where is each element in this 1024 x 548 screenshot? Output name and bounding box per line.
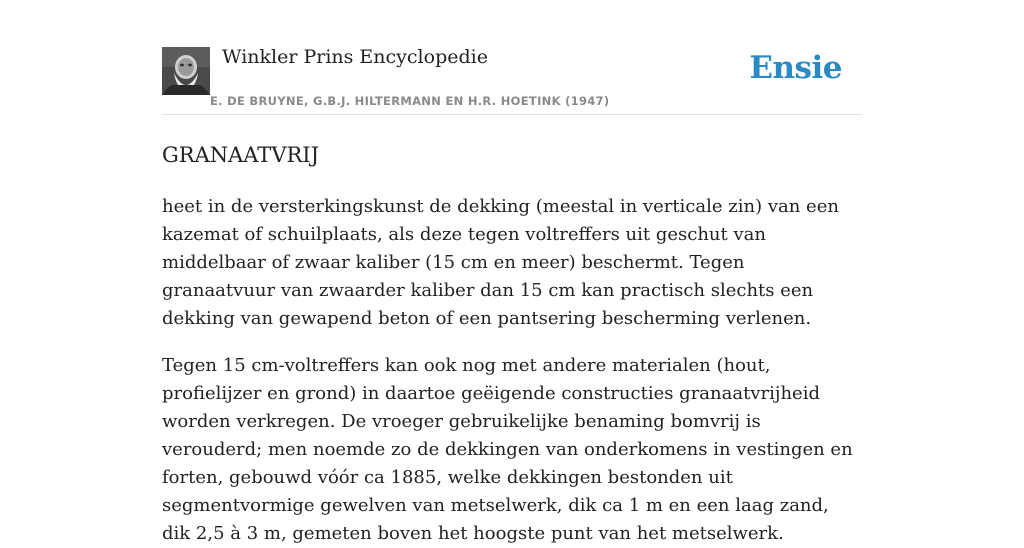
ensie-logo-link[interactable]: Ensie (749, 50, 842, 86)
entry-paragraph: Tegen 15 cm-voltreffers kan ook nog met andere materialen (hout, profielijzer en grond) in daartoe geëigende constructies granaatvrijheid worden verkregen. De vroeger gebruikelijke benaming bomvrij is verouderd; men noemde zo de dekkingen van onderkomens in vestingen en forten, gebouwd vóór ca 1885, welke dekkingen bestonden uit segmentvormige gewelven van metselwerk, dik ca 1 m en een laag zand, dik 2,5 à 3 m, gemeten boven het hoogste punt van het metselwerk. (162, 355, 853, 544)
author-portrait-icon (162, 47, 210, 95)
source-title[interactable]: Winkler Prins Encyclopedie (222, 46, 488, 68)
source-header (162, 0, 862, 115)
entry-body (162, 193, 862, 548)
source-authors: E. DE BRUYNE, G.B.J. HILTERMANN EN H.R. HOETINK (1947) (210, 94, 610, 108)
entry-paragraph: heet in de versterkingskunst de dekking (meestal in verticale zin) van een kazemat of schuilplaats, als deze tegen voltreffers uit geschut van middelbaar of zwaar kaliber (15 cm en meer) beschermt. Tegen granaatvuur van zwaarder kaliber dan 15 cm kan practisch slechts een dekking van gewapend beton of een pantsering bescherming verlenen. (162, 196, 839, 329)
article-page (162, 0, 862, 544)
entry-title: GRANAATVRIJ (162, 143, 320, 167)
